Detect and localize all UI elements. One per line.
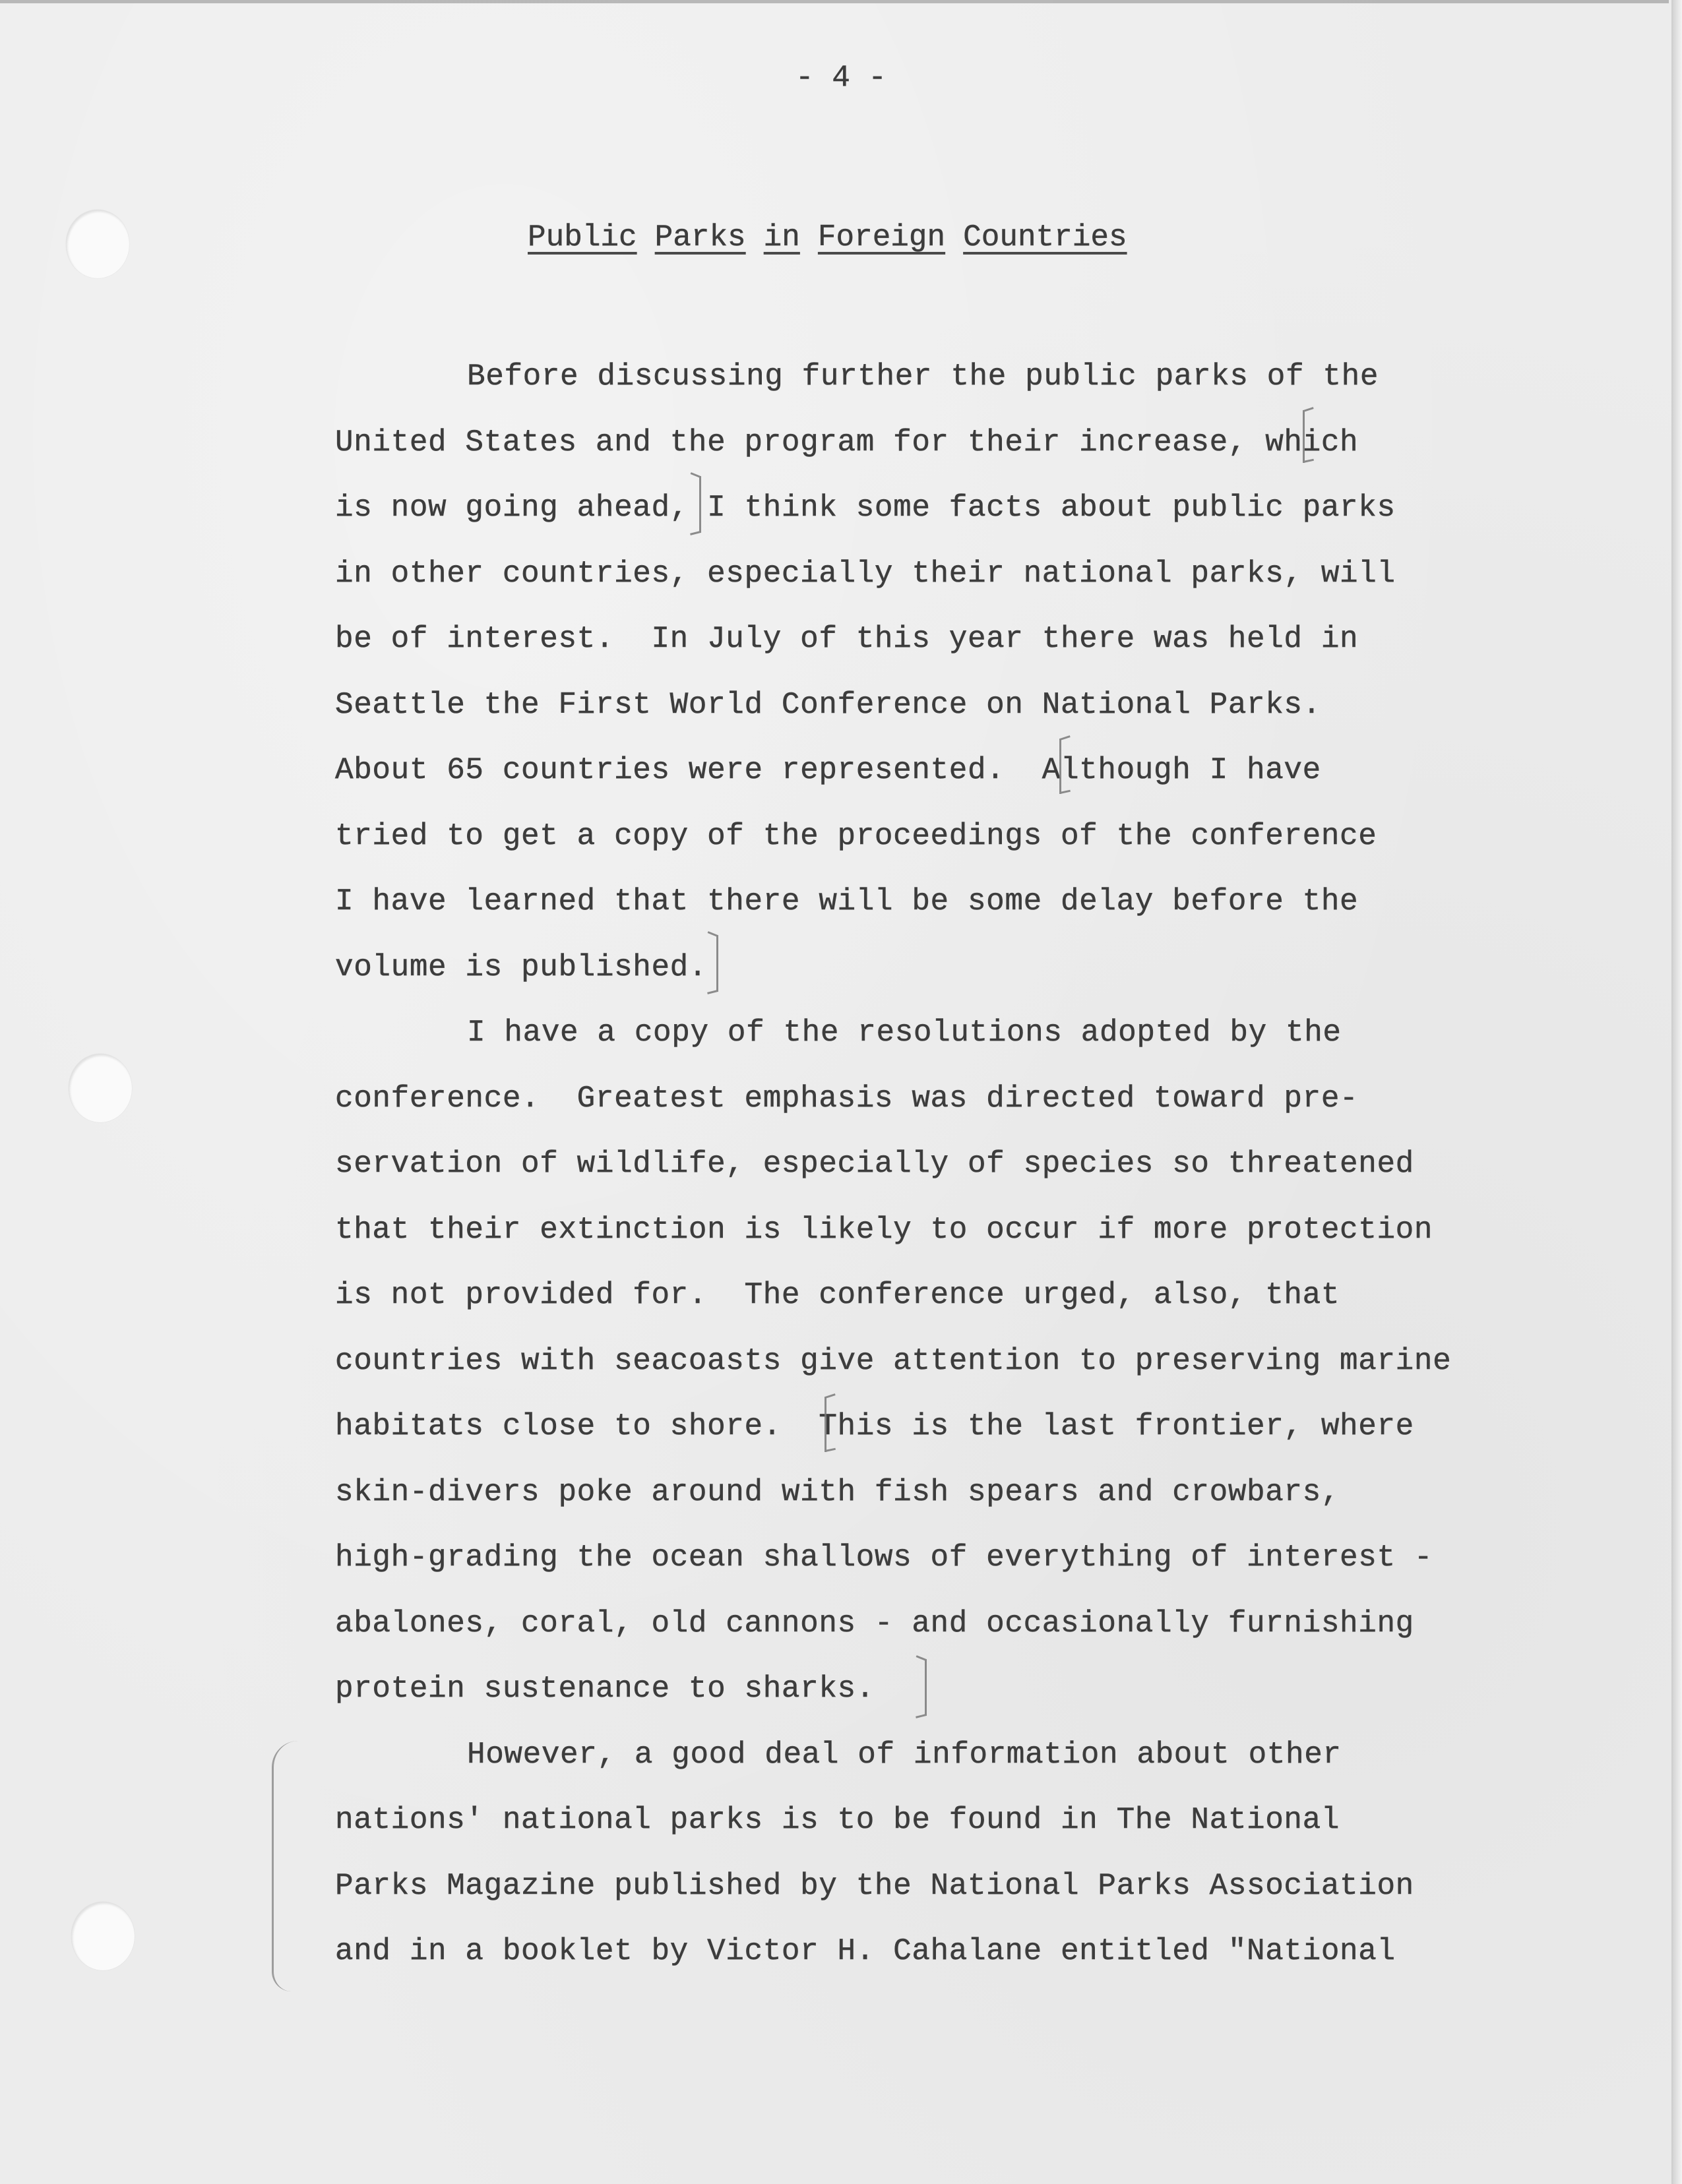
title-word: Foreign — [817, 220, 946, 255]
text-line: conference. Greatest emphasis was directed toward pre- — [335, 1081, 1359, 1116]
text-line: Seattle the First World Conference on National Parks. — [335, 687, 1321, 722]
pencil-bracket-paragraph — [272, 1741, 313, 1991]
pencil-bracket-close — [690, 476, 701, 533]
title-word: Parks — [654, 220, 746, 255]
pencil-bracket-open — [1303, 410, 1314, 463]
title-word: in — [763, 220, 800, 255]
page-top-edge — [0, 0, 1669, 3]
text-line: be of interest. In July of this year there was held in — [335, 622, 1359, 656]
text-line: I have learned that there will be some delay before the — [335, 884, 1359, 919]
text-line: skin-divers poke around with fish spears and crowbars, — [335, 1474, 1340, 1509]
text-line: is not provided for. The conference urged, also, that — [335, 1278, 1340, 1312]
punch-hole-top — [66, 210, 129, 278]
text-line: is now going ahead, I think some facts about public parks — [335, 491, 1396, 525]
page-right-edge — [1671, 0, 1682, 2184]
body-text — [335, 355, 1496, 1995]
text-line: that their extinction is likely to occur if more protection — [335, 1212, 1433, 1247]
text-line: and in a booklet by Victor H. Cahalane entitled "National — [335, 1934, 1396, 1968]
text-line: About 65 countries were represented. Although I have — [335, 753, 1321, 787]
title-word: Public — [528, 220, 637, 255]
text-line: United States and the program for their increase, which — [335, 425, 1359, 460]
punch-hole-middle — [69, 1054, 132, 1122]
text-line: However, a good deal of information about other — [467, 1737, 1342, 1772]
pencil-bracket-close — [707, 935, 718, 992]
text-line: servation of wildlife, especially of species so threatened — [335, 1147, 1414, 1181]
pencil-bracket-close — [916, 1659, 927, 1716]
text-line: in other countries, especially their national parks, will — [335, 556, 1396, 591]
text-line: nations' national parks is to be found in The National — [335, 1803, 1340, 1837]
text-line: abalones, coral, old cannons - and occasionally furnishing — [335, 1606, 1414, 1641]
page-number: - 4 - — [795, 61, 887, 95]
pencil-bracket-open — [825, 1397, 836, 1452]
text-line: Before discussing further the public parks of the — [467, 359, 1379, 394]
text-line: tried to get a copy of the proceedings of the conference — [335, 818, 1377, 853]
punch-hole-bottom — [71, 1902, 135, 1970]
text-line: Parks Magazine published by the National Parks Association — [335, 1868, 1414, 1903]
title-word: Countries — [963, 220, 1127, 255]
text-line: protein sustenance to sharks. — [335, 1672, 875, 1706]
text-line: habitats close to shore. This is the last frontier, where — [335, 1409, 1414, 1443]
pencil-bracket-open — [1059, 739, 1071, 794]
text-line: volume is published. — [335, 950, 708, 985]
section-title — [528, 218, 1187, 257]
text-line: I have a copy of the resolutions adopted by the — [467, 1016, 1342, 1050]
text-line: high-grading the ocean shallows of everything of interest - — [335, 1540, 1433, 1575]
text-line: countries with seacoasts give attention to preserving marine — [335, 1343, 1452, 1378]
